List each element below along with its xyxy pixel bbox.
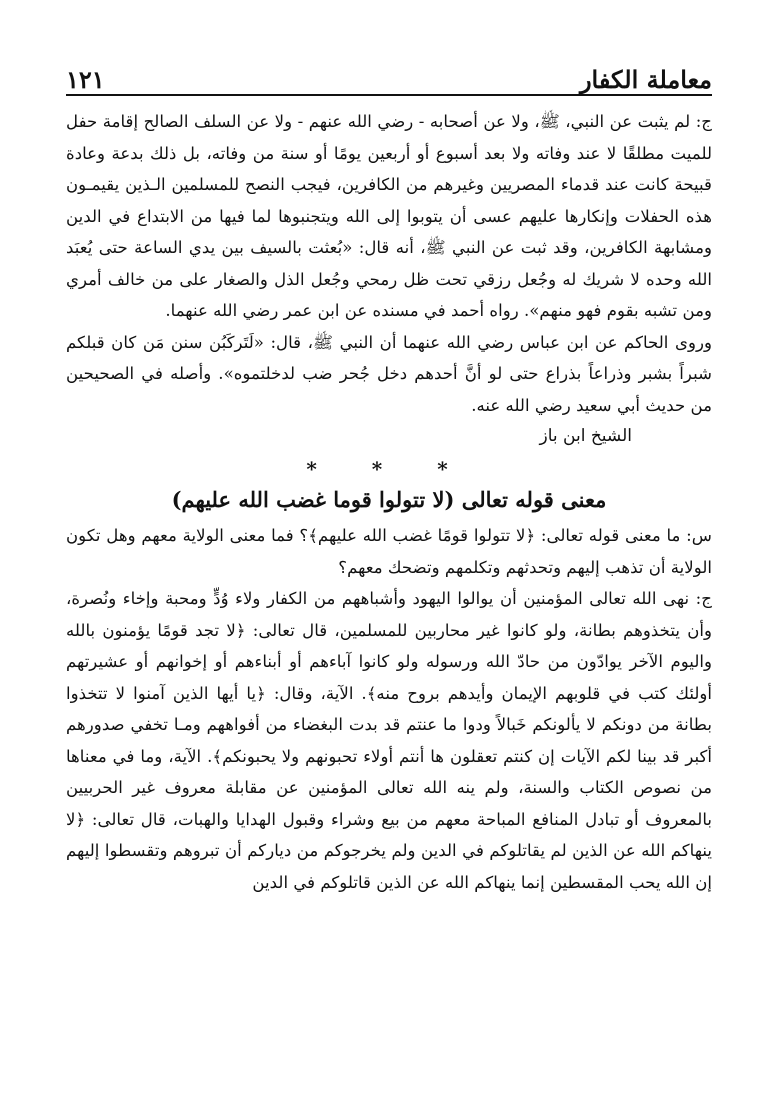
answer2-paragraph: ج: نهى الله تعالى المؤمنين أن يوالوا اليهود وأشباههم من الكفار ولاء وُدٍّ ومحبة وإخاء ونُصرة، وأن يتخذوهم بطانة، ولو كانوا غير محاربين للمسلمين، قال تعالى: ﴿لا تجد قومًا يؤمنون بالله واليوم الآخر يوادّون من حادّ الله ورسوله ولو كانوا آباءهم أو أبناءهم أو إخوانهم أو عشيرتهم أولئك كتب في قلوبهم الإيمان وأيدهم بروح منه﴾. الآية، وقال: ﴿يا أيها الذين آمنوا لا تتخذوا بطانة من دونكم لا يألونكم خَبالاً ودوا ما عنتم قد بدت البغضاء من أفواههم ومـا تخفي صدورهم أكبر قد بينا لكم الآيات إن كنتم تعقلون ها أنتم أولاء تحبونهم ولا يحبونكم﴾. الآية، وما في معناها من نصوص الكتاب والسنة، ولم ينه الله تعالى المؤمنين عن مقابلة معروف غير الحربيين بالمعروف أو تبادل المنافع المباحة معهم من بيع وشراء وقبول الهدايا والهبات، قال تعالى: ﴿لا ينهاكم الله عن الذين لم يقاتلوكم في الدين ولم يخرجوكم من دياركم أن تبروهم وتقسطوا إليهم إن الله يحب المقسطين إنما ينهاكم الله عن الذين قاتلوكم في الدين [66, 589, 712, 892]
running-title: معاملة الكفار [579, 65, 712, 94]
question-paragraph: س: ما معنى قوله تعالى: ﴿لا تتولوا قومًا غضب الله عليهم﴾؟ فما معنى الولاية معهم وهل تكون الولاية أن تذهب إليهم وتحدثهم وتكلمهم وتضحك معهم؟ [66, 526, 712, 577]
section-title: معنى قوله تعالى (لا تتولوا قوما غضب الله عليهم) [171, 487, 607, 512]
section-divider: * * * [306, 457, 472, 481]
page-number: ١٢١ [66, 65, 105, 94]
hadith-paragraph: وروى الحاكم عن ابن عباس رضي الله عنهما أن النبي ﷺ، قال: «لَتَركَبُن سنن مَن كان قبلكم شبراً بشبر وذراعاً بذراع حتى لو أنَّ أحدهم دخل جُحر ضب لدخلتموه». وأصله في الصحيحين من حديث أبي سعيد رضي الله عنه. [66, 332, 712, 415]
answer-paragraph: ج: لم يثبت عن النبي، ﷺ، ولا عن أصحابه - رضي الله عنهم - ولا عن السلف الصالح إقامة حفل للميت مطلقًا لا عند وفاته ولا بعد أسبوع أو أربعين يومًا أو سنة من وفاته، بل ذلك بدعة وعادة قبيحة كانت عند قدماء المصريين وغيرهم من الكافرين، فيجب النصح للمسلمين الـذين يقيمـون هذه الحفلات وإنكارها عليهم عسى أن يتوبوا إلى الله ويتجنبوها لما فيها من الابتداع في الدين ومشابهة الكافرين، وقد ثبت عن النبي ﷺ، أنه قال: «بُعثت بالسيف بين يدي الساعة حتى يُعبَد الله وحده لا شريك له وجُعل رزقي تحت ظل رمحي وجُعل الذل والصغار على من خالف أمري ومن تشبه بقوم فهو منهم». رواه أحمد في مسنده عن ابن عمر رضي الله عنهما. [66, 112, 712, 320]
document-page [66, 58, 712, 898]
page-header [66, 58, 712, 96]
signature: الشيخ ابن باز [539, 426, 632, 446]
